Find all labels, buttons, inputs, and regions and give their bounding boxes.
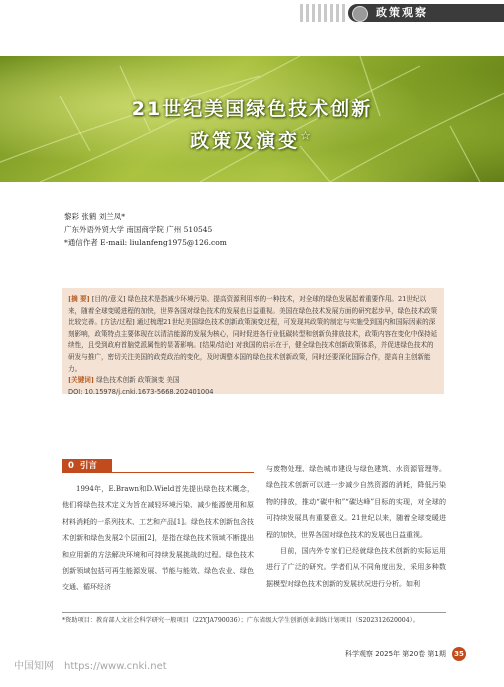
article-title-line1: 21世纪美国绿色技术创新 xyxy=(131,98,373,120)
funding-footnote: *资助项目：教育部人文社会科学研究一般项目（22YJA790036）；广东省级大学生创新创业训练计划项目（S202312620004）。 xyxy=(62,617,419,624)
body-paragraph: 目前，国内外专家们已经就绿色技术创新的实际运用进行了广泛的研究。学者们从不同角度出发，采用多种数据模型对绿色技术创新的发展状况进行分析。如利 xyxy=(266,547,446,588)
page-header xyxy=(0,0,504,26)
section-heading-label xyxy=(68,459,97,473)
abstract-text: [目的/意义] 绿色技术是指减少环境污染、提高资源利用率的一种技术，对全球的绿色发展起着重要作用。21世纪以来，随着全球变暖进程的加快，世界各国对绿色技术的发展也日益重视。美国在绿色技术发展方面的研究起步早，绿色技术政策比较完善。[方法/过程] 通过梳理21世纪美国绿色技术创新政策演变过程，可发现其政策的制定与实施受到国内和国际因素的深刻影响，政策特点主要体现在以清洁能源的发展为核心，同时促进各行业低碳转型和创新负排放技术，政策内容在变化中保持延续性，且受到政府首脑党派属性的显著影响。[结果/结论] 对我国的启示在于，健全绿色技术创新政策体系，并促进绿色技术的研发与推广，密切关注美国的政党政治的变化，及时调整本国的绿色技术创新政策，同时还要深化国际合作，提高自主创新能力。 xyxy=(68,295,438,373)
article-title-line2 xyxy=(0,126,504,153)
section-title: 引言 xyxy=(79,461,97,471)
keywords-text: 绿色技术创新 政策演变 美国 xyxy=(96,376,180,385)
cnki-watermark xyxy=(14,660,167,674)
title-banner xyxy=(0,56,504,182)
author-block xyxy=(64,210,227,249)
globe-icon xyxy=(352,6,368,22)
watermark-site: 中国知网 xyxy=(14,661,54,672)
author-names: 黎彩 张鹤 刘兰凤* xyxy=(64,212,126,221)
section-heading xyxy=(62,459,254,473)
author-contact: *通信作者 E-mail: liulanfeng1975@126.com xyxy=(64,238,227,247)
page-number: 35 xyxy=(452,647,466,661)
body-column-right xyxy=(266,461,446,592)
section-heading-rule xyxy=(112,472,254,473)
title-line2-text: 政策及演变 xyxy=(190,130,301,152)
abstract-box xyxy=(62,288,444,394)
star-icon: ☆ xyxy=(300,128,314,143)
journal-footer: 科学观察 2025年 第20卷 第1期 xyxy=(345,650,446,658)
header-stripes xyxy=(300,4,346,22)
body-paragraph: 1994年，E.Brawn和D.Wield首先提出绿色技术概念，他们将绿色技术定义为旨在减轻环境污染、减少能源使用和原材料消耗的一系列技术、工艺和产品[1]。绿色技术创新包含技术创新和绿色发展2个层面[2]，是指在绿色技术领域不断提出和应用新的方法解决环境和可持续发展挑战的过程。绿色技术创新领域包括可再生能源发展、节能与能效、绿色农业、绿色交通、循环经济 xyxy=(62,485,254,592)
keywords-label: [关键词] xyxy=(68,376,95,385)
abstract-label: [摘 要] xyxy=(68,295,90,303)
header-section-title: 政策观察 xyxy=(376,6,428,19)
doi-link[interactable]: DOI: 10.15978/j.cnki.1673-5668.202401004 xyxy=(68,387,214,396)
body-column-left xyxy=(62,481,254,596)
section-number: 0 xyxy=(68,461,74,471)
author-affiliation: 广东外语外贸大学 南国商学院 广州 510545 xyxy=(64,225,213,234)
body-paragraph: 与废物处理、绿色城市建设与绿色建筑、水资源管理等。绿色技术创新可以进一步减少自然资源的消耗，降低污染物的排放，推动“碳中和”“碳达峰”目标的实现，对全球的可持续发展具有重要意义。21世纪以来，随着全球变暖进程的加快，世界各国对绿色技术的发展也日益重视。 xyxy=(266,465,446,539)
footnote-divider xyxy=(62,612,446,613)
watermark-url[interactable]: https://www.cnki.net xyxy=(64,661,167,672)
